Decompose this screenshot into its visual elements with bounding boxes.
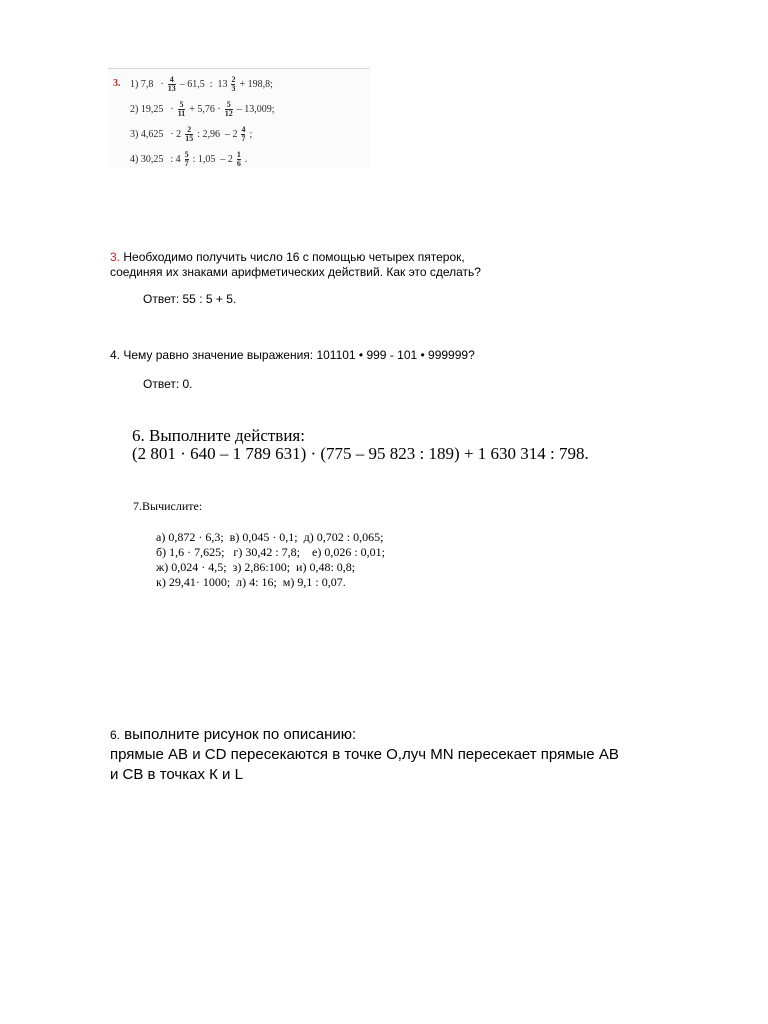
question-4: 4. Чему равно значение выражения: 101101 • 999 - 101 • 999999?	[110, 348, 475, 362]
question-7-row: к) 29,41· 1000; л) 4: 16; м) 9,1 : 0,07.	[156, 575, 346, 589]
scan-expression-text: + 5,76 ·	[189, 104, 221, 115]
scan-expression-text: : 1,05 – 2	[192, 154, 233, 165]
scan-fraction	[185, 126, 193, 143]
fraction-numerator: 5	[179, 100, 184, 109]
question-3-text-1: Необходимо получить число 16 с помощью четырех пятерок,	[120, 250, 465, 264]
scan-expression-text: ;	[249, 129, 253, 140]
question-7-row: а) 0,872 · 6,3; в) 0,045 · 0,1; д) 0,702 : 0,065;	[156, 530, 384, 544]
scan-row-label: 2) 19,25	[130, 104, 164, 115]
scan-fraction	[178, 101, 186, 118]
scan-expression-text: .	[244, 154, 248, 165]
question-7-list	[156, 530, 385, 590]
fraction-denominator: 15	[185, 134, 194, 143]
scan-fraction	[168, 76, 176, 93]
scan-fraction	[237, 151, 241, 168]
scan-row	[130, 151, 250, 168]
fraction-numerator: 2	[231, 75, 236, 84]
scan-fraction	[225, 101, 233, 118]
fraction-denominator: 12	[224, 109, 233, 118]
question-3-answer: Ответ: 55 : 5 + 5.	[143, 292, 237, 306]
scan-exercise-number: 3.	[113, 78, 121, 89]
scan-expression-text: ·	[160, 79, 164, 90]
fraction-denominator: 11	[177, 109, 186, 118]
question-6-title: 6. Выполните действия:	[132, 426, 305, 445]
scan-expression-text: ·	[170, 104, 174, 115]
scan-fraction	[231, 76, 235, 93]
question-6-expression: (2 801 · 640 – 1 789 631) · (775 – 95 823 : 189) + 1 630 314 : 798.	[132, 444, 589, 463]
fraction-denominator: 13	[167, 84, 176, 93]
drawing-task-text-1: выполните рисунок по описанию:	[120, 726, 357, 743]
scan-row	[130, 76, 276, 93]
scan-expression-text: – 61,5 : 13	[179, 79, 228, 90]
question-4-answer: Ответ: 0.	[143, 377, 193, 391]
fraction-numerator: 2	[187, 125, 192, 134]
question-7-title: 7.Вычислите:	[133, 499, 203, 513]
question-3-number: 3.	[110, 250, 121, 264]
scan-expression-text: : 2,96 – 2	[197, 129, 238, 140]
scan-row	[130, 126, 255, 143]
fraction-denominator: 6	[236, 159, 241, 168]
drawing-task-line-2: прямые АВ и CD пересекаются в точке О,луч MN пересекает прямые АВ	[110, 746, 619, 763]
drawing-task-number: 6.	[110, 728, 121, 742]
scan-top-rule	[108, 68, 370, 69]
scan-fraction	[185, 151, 189, 168]
scanned-exercise-image	[108, 66, 370, 168]
fraction-numerator: 5	[184, 150, 189, 159]
scan-row-label: 1) 7,8	[130, 79, 154, 90]
fraction-denominator: 7	[184, 159, 189, 168]
fraction-numerator: 5	[226, 100, 231, 109]
fraction-denominator: 7	[241, 134, 246, 143]
question-7-row: б) 1,6 · 7,625; г) 30,42 : 7,8; е) 0,026 : 0,01;	[156, 545, 386, 559]
scan-row-label: 4) 30,25	[130, 154, 164, 165]
question-7-row: ж) 0,024 · 4,5; з) 2,86:100; и) 0,48: 0,8;	[156, 560, 356, 574]
fraction-denominator: 3	[231, 84, 236, 93]
drawing-task-line-1	[110, 725, 619, 745]
scan-expression-text: + 198,8;	[239, 79, 273, 90]
drawing-task-line-3: и СВ в точках К и L	[110, 766, 243, 783]
fraction-numerator: 4	[169, 75, 174, 84]
scan-expression-text: – 13,009;	[236, 104, 275, 115]
question-3	[110, 250, 481, 280]
scan-row	[130, 101, 278, 118]
question-3-line-2: соединяя их знаками арифметических действий. Как это сделать?	[110, 265, 481, 279]
question-3-line-1	[110, 250, 481, 265]
fraction-numerator: 1	[236, 150, 241, 159]
drawing-task	[110, 725, 619, 785]
scan-fraction	[241, 126, 245, 143]
fraction-numerator: 4	[241, 125, 246, 134]
scan-expression-text: : 4	[170, 154, 181, 165]
scan-expression-text: · 2	[170, 129, 182, 140]
scan-row-label: 3) 4,625	[130, 129, 164, 140]
